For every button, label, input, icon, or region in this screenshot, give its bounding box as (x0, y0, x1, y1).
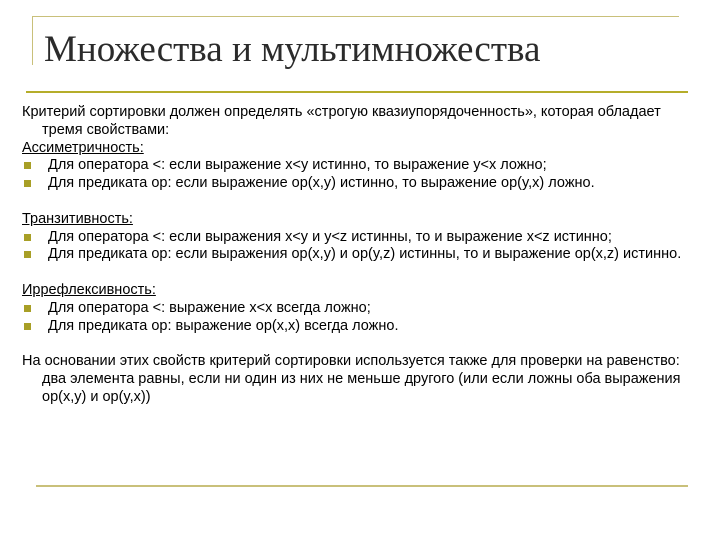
slide-title: Множества и мультимножества (44, 29, 541, 70)
list-item-text: Для оператора <: если выражение x<y истинно, то выражение y<x ложно; (48, 157, 547, 174)
list-item (22, 175, 700, 193)
list-item (22, 157, 700, 175)
section-heading-asymmetry: Ассиметричность: (22, 139, 144, 156)
list-item (22, 318, 700, 336)
bottom-divider (36, 485, 688, 487)
list-item-text: Для оператора <: если выражения x<y и y<z истинны, то и выражение x<z истинно; (48, 228, 612, 245)
list-item-text: Для предиката op: если выражения op(x,y) и op(y,z) истинны, то и выражение op(x,z) истинно. (48, 246, 682, 263)
conclusion-text: На основании этих свойств критерий сортировки используется также для проверки на равенство: два элемента равны, если ни один из них не меньше другого (или если ложны оба выражения op(x,y) и op(y,x)) (22, 353, 681, 405)
square-bullet-icon (24, 234, 31, 241)
list-item-text: Для предиката op: если выражение op(x,y) истинно, то выражение op(y,x) ложно. (48, 175, 595, 192)
list-item (22, 300, 700, 318)
intro-text: Критерий сортировки должен определять «строгую квазиупорядоченность», которая обладает тремя свойствами: (22, 104, 661, 138)
list-item (22, 246, 700, 264)
title-divider (26, 91, 688, 93)
slide-body (22, 104, 700, 407)
square-bullet-icon (24, 162, 31, 169)
section-heading-transitivity: Транзитивность: (22, 210, 133, 227)
square-bullet-icon (24, 251, 31, 258)
square-bullet-icon (24, 180, 31, 187)
square-bullet-icon (24, 305, 31, 312)
section-heading-irreflexivity: Иррефлексивность: (22, 281, 156, 298)
list-item (22, 229, 700, 247)
square-bullet-icon (24, 323, 31, 330)
list-item-text: Для предиката op: выражение op(x,x) всегда ложно. (48, 317, 399, 334)
list-item-text: Для оператора <: выражение x<x всегда ложно; (48, 299, 371, 316)
